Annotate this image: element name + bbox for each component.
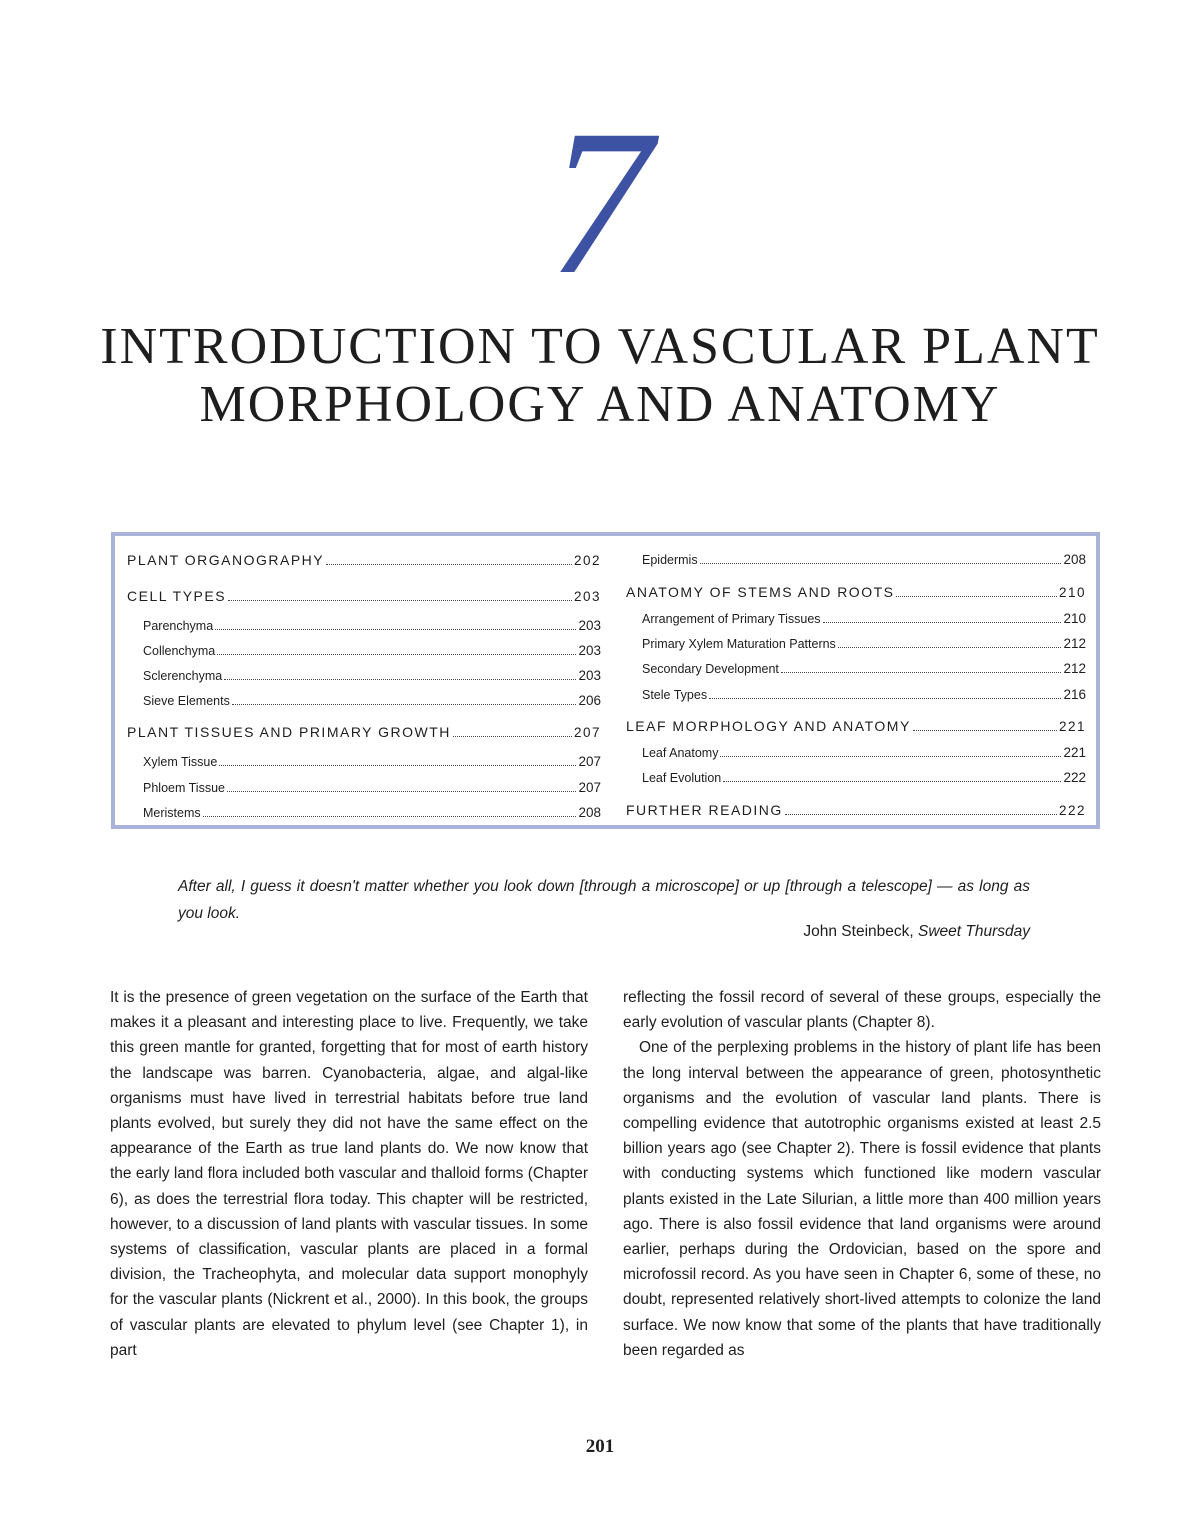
epigraph-author: John Steinbeck, — [803, 923, 914, 940]
toc-entry-label: Secondary Development — [642, 662, 779, 676]
toc-dot-leader — [227, 791, 576, 792]
page-number: 201 — [585, 1436, 615, 1457]
toc-subsection-entry — [127, 618, 601, 634]
chapter-contents-box — [111, 532, 1100, 829]
toc-section-entry — [626, 718, 1086, 735]
toc-subsection-entry — [626, 687, 1086, 703]
toc-entry-page: 221 — [1058, 719, 1086, 734]
toc-subsection-entry — [626, 661, 1086, 677]
toc-dot-leader — [838, 647, 1062, 648]
toc-dot-leader — [700, 563, 1062, 564]
toc-dot-leader — [785, 814, 1057, 815]
toc-entry-page: 203 — [573, 589, 601, 604]
toc-entry-label: FURTHER READING — [626, 802, 783, 818]
toc-subsection-entry — [127, 668, 601, 684]
toc-dot-leader — [896, 596, 1056, 597]
body-column-left — [110, 985, 588, 1363]
toc-entry-page: 222 — [1063, 770, 1086, 785]
toc-section-entry — [127, 588, 601, 605]
toc-entry-page: 212 — [1063, 636, 1086, 651]
toc-dot-leader — [215, 629, 576, 630]
toc-entry-page: 208 — [578, 805, 601, 820]
toc-subsection-entry — [626, 745, 1086, 761]
toc-entry-page: 212 — [1063, 661, 1086, 676]
epigraph-work: Sweet Thursday — [918, 923, 1030, 940]
toc-entry-label: Phloem Tissue — [143, 781, 225, 795]
toc-entry-page: 222 — [1058, 803, 1086, 818]
toc-entry-page: 203 — [578, 618, 601, 633]
toc-subsection-entry — [626, 611, 1086, 627]
toc-subsection-entry — [127, 780, 601, 796]
toc-dot-leader — [720, 756, 1061, 757]
toc-entry-label: Stele Types — [642, 688, 708, 702]
toc-subsection-entry — [127, 693, 601, 709]
toc-dot-leader — [232, 704, 577, 705]
toc-entry-page: 203 — [578, 668, 601, 683]
toc-entry-label: Epidermis — [642, 553, 698, 567]
toc-section-entry — [626, 584, 1086, 601]
toc-entry-label: Arrangement of Primary Tissues — [642, 612, 821, 626]
toc-entry-page: 202 — [573, 553, 601, 568]
toc-entry-label: Collenchyma — [143, 644, 216, 658]
toc-dot-leader — [326, 564, 572, 565]
toc-entry-label: Xylem Tissue — [143, 755, 218, 769]
body-paragraph: It is the presence of green vegetation on the surface of the Earth that makes it a pleasant and interesting place to live. Frequently, we take this green mantle for granted, forgetting that for most of earth history the landscape was barren. Cyanobacteria, algae, and algal-like organisms must have lived in terrestrial habitats before true land plants evolved, but surely they did not have the same effect on the appearance of the Earth as true land plants do. We now know that the early land flora included both vascular and thalloid forms (Chapter 6), as does the terrestrial flora today. This chapter will be restricted, however, to a discussion of land plants with vascular tissues. In some systems of classification, vascular plants are placed in a formal division, the Tracheophyta, and molecular data support monophyly for the vascular plants (Nickrent et al., 2000). In this book, the groups of vascular plants are elevated to phylum level (see Chapter 1), in part — [110, 989, 588, 1359]
toc-entry-page: 216 — [1063, 687, 1086, 702]
toc-entry-label: Sclerenchyma — [143, 669, 223, 683]
toc-entry-label: Leaf Evolution — [642, 771, 722, 785]
body-column-right — [623, 985, 1101, 1363]
toc-subsection-entry — [127, 754, 601, 770]
toc-entry-label: Primary Xylem Maturation Patterns — [642, 637, 836, 651]
toc-subsection-entry — [626, 552, 1086, 568]
toc-entry-label: PLANT ORGANOGRAPHY — [127, 552, 325, 568]
body-paragraph: reflecting the fossil record of several of these groups, especially the early evolution of vascular plants (Chapter 8). — [623, 989, 1101, 1032]
toc-dot-leader — [709, 698, 1061, 699]
toc-entry-page: 207 — [573, 725, 601, 740]
toc-entry-page: 221 — [1063, 745, 1086, 760]
toc-subsection-entry — [626, 636, 1086, 652]
toc-section-entry — [127, 552, 601, 569]
toc-dot-leader — [203, 816, 577, 817]
toc-entry-label: LEAF MORPHOLOGY AND ANATOMY — [626, 718, 911, 734]
toc-entry-page: 208 — [1063, 552, 1086, 567]
epigraph-attribution — [600, 923, 1030, 941]
toc-entry-label: Sieve Elements — [143, 694, 230, 708]
toc-section-entry — [127, 724, 601, 741]
toc-dot-leader — [219, 765, 576, 766]
toc-dot-leader — [823, 622, 1062, 623]
toc-dot-leader — [913, 730, 1057, 731]
toc-dot-leader — [781, 672, 1062, 673]
toc-entry-page: 210 — [1063, 611, 1086, 626]
toc-entry-page: 203 — [578, 643, 601, 658]
toc-subsection-entry — [626, 770, 1086, 786]
toc-entry-page: 206 — [578, 693, 601, 708]
toc-entry-label: Meristems — [143, 806, 201, 820]
toc-dot-leader — [217, 654, 576, 655]
toc-dot-leader — [228, 600, 572, 601]
toc-entry-page: 207 — [578, 754, 601, 769]
body-paragraph: One of the perplexing problems in the history of plant life has been the long interval between the appearance of green, photosynthetic organisms and the evolution of vascular land plants. There is compelling evidence that autotrophic organisms existed at least 2.5 billion years ago (see Chapter 2). There is fossil evidence that plants with conducting systems which functioned like modern vascular plants existed in the Late Silurian, a little more than 400 million years ago. There is also fossil evidence that land organisms were around earlier, perhaps during the Ordovician, based on the spore and microfossil record. As you have seen in Chapter 6, some of these, no doubt, represented relatively short-lived attempts to colonize the land surface. We now know that some of the plants that have traditionally been regarded as — [623, 1039, 1101, 1359]
toc-entry-page: 210 — [1058, 585, 1086, 600]
chapter-title: INTRODUCTION TO VASCULAR PLANT MORPHOLOGY AND ANATOMY — [100, 318, 1100, 433]
epigraph-quote: After all, I guess it doesn't matter whether you look down [through a microscope] or up [through a telescope] — as long as you look. — [178, 878, 1030, 922]
chapter-number: 7 — [548, 87, 652, 317]
toc-entry-label: Leaf Anatomy — [642, 746, 719, 760]
toc-entry-label: ANATOMY OF STEMS AND ROOTS — [626, 584, 895, 600]
toc-entry-page: 207 — [578, 780, 601, 795]
toc-dot-leader — [453, 736, 572, 737]
toc-section-entry — [626, 802, 1086, 819]
toc-entry-label: PLANT TISSUES AND PRIMARY GROWTH — [127, 724, 451, 740]
toc-subsection-entry — [127, 805, 601, 821]
toc-subsection-entry — [127, 643, 601, 659]
toc-dot-leader — [224, 679, 576, 680]
toc-entry-label: CELL TYPES — [127, 588, 227, 604]
toc-entry-label: Parenchyma — [143, 619, 214, 633]
toc-dot-leader — [723, 781, 1061, 782]
